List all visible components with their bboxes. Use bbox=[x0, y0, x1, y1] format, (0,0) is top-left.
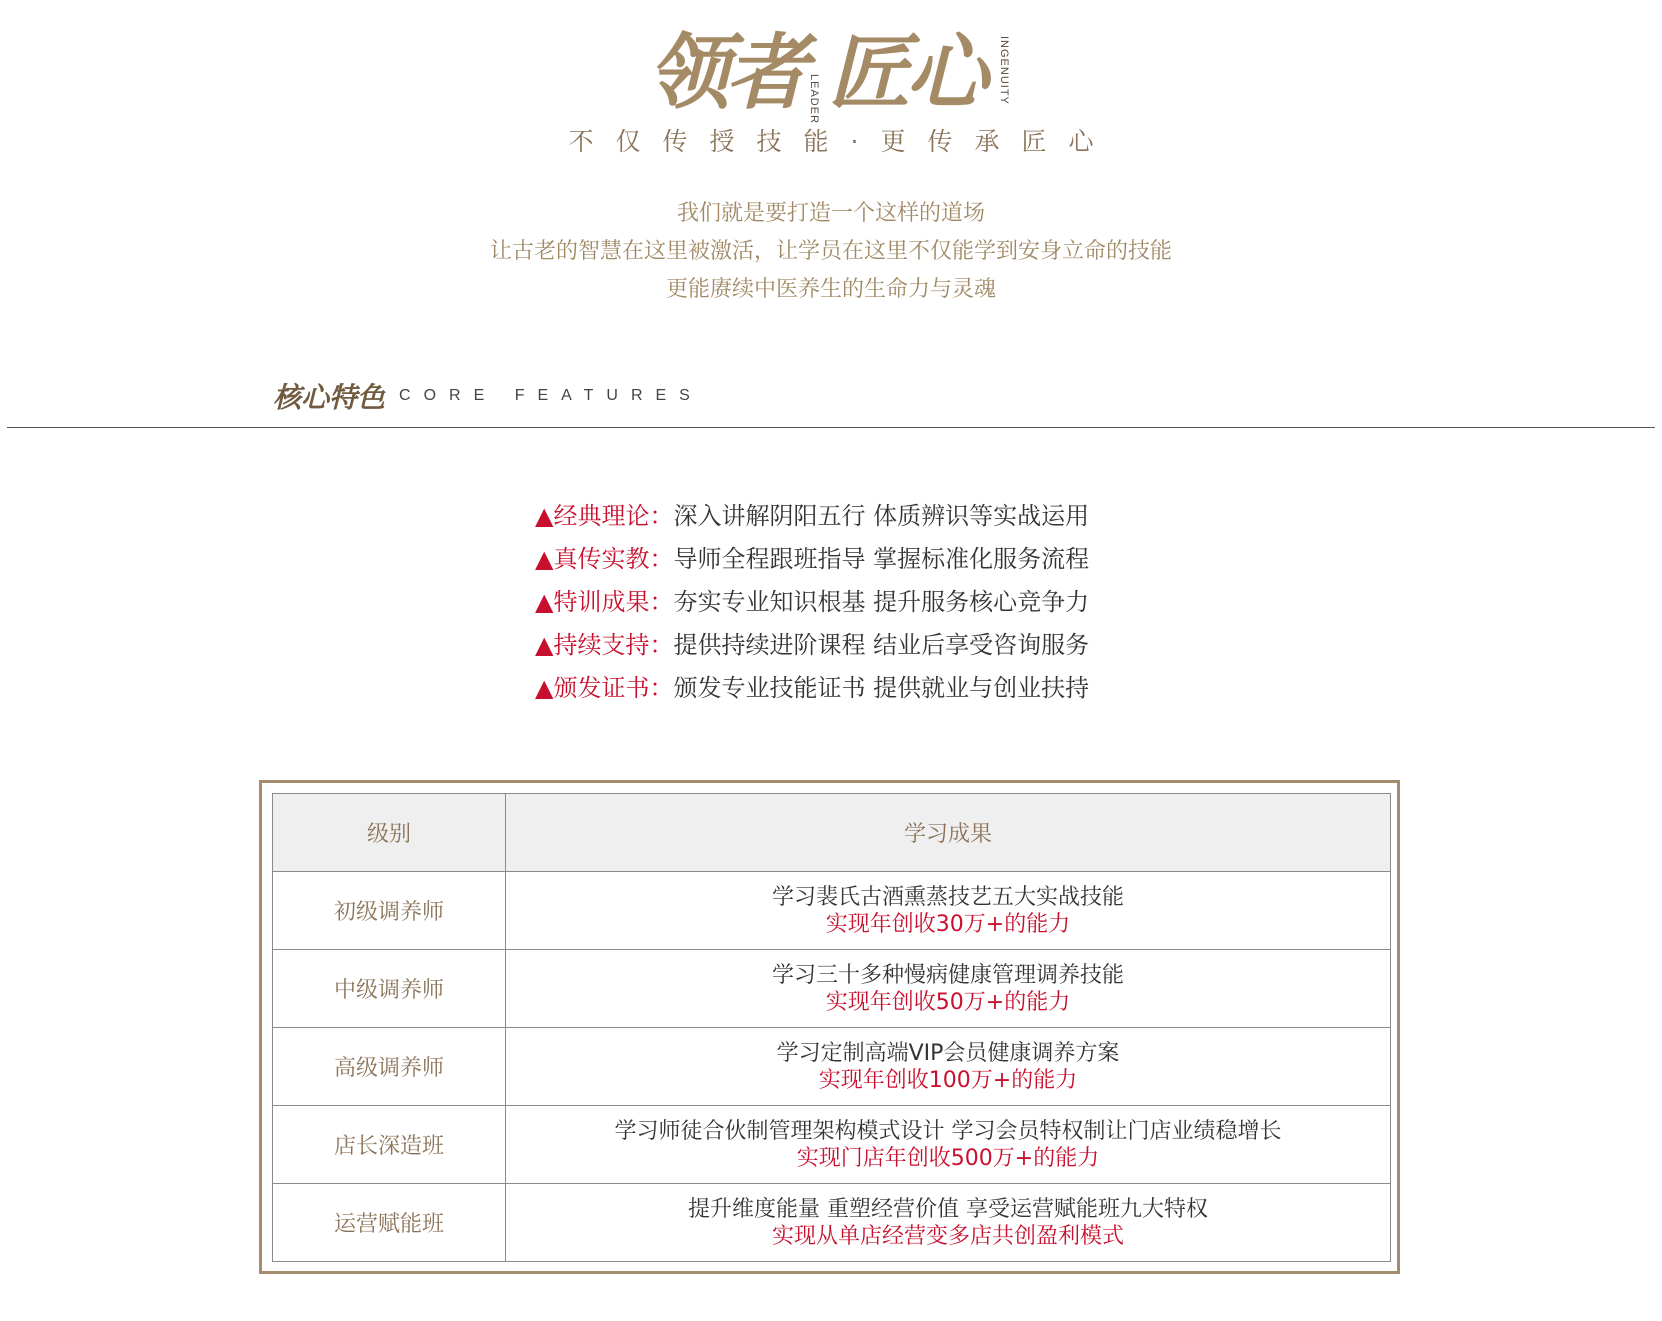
feature-desc: 提供持续进阶课程 结业后享受咨询服务 bbox=[673, 631, 1090, 659]
result-income: 实现从单店经营变多店共创盈利模式 bbox=[771, 1223, 1124, 1249]
feature-tag: ▲经典理论： bbox=[535, 502, 674, 530]
table-row bbox=[273, 872, 1391, 950]
result-cell bbox=[506, 1106, 1391, 1184]
levels-table bbox=[272, 793, 1391, 1262]
level-cell: 运营赋能班 bbox=[273, 1184, 506, 1262]
header-level: 级别 bbox=[273, 794, 506, 872]
level-cell: 中级调养师 bbox=[273, 950, 506, 1028]
logo-label-ingenuity: INGENUITY bbox=[998, 36, 1010, 105]
feature-tag: ▲特训成果： bbox=[535, 588, 674, 616]
feature-desc: 夯实专业知识根基 提升服务核心竞争力 bbox=[673, 588, 1090, 616]
level-cell: 高级调养师 bbox=[273, 1028, 506, 1106]
feature-item bbox=[535, 581, 1235, 624]
brand-logo bbox=[648, 26, 1018, 126]
logo-text-ingenuity: 匠心 bbox=[828, 25, 984, 121]
feature-desc: 导师全程跟班指导 掌握标准化服务流程 bbox=[673, 545, 1090, 573]
table-header-row bbox=[273, 794, 1391, 872]
result-description: 学习定制高端VIP会员健康调养方案 bbox=[776, 1040, 1120, 1066]
intro-line: 我们就是要打造一个这样的道场 bbox=[676, 201, 985, 226]
feature-desc: 颁发专业技能证书 提供就业与创业扶持 bbox=[673, 674, 1090, 702]
feature-tag: ▲颁发证书： bbox=[535, 674, 674, 702]
feature-item bbox=[535, 624, 1235, 667]
result-cell bbox=[506, 950, 1391, 1028]
result-description: 学习师徒合伙制管理架构模式设计 学习会员特权制让门店业绩稳增长 bbox=[614, 1118, 1282, 1144]
divider bbox=[7, 427, 1655, 428]
feature-item bbox=[535, 667, 1235, 710]
level-cell: 初级调养师 bbox=[273, 872, 506, 950]
result-cell bbox=[506, 1184, 1391, 1262]
result-income: 实现年创收50万+的能力 bbox=[825, 989, 1071, 1015]
intro-line: 让古老的智慧在这里被激活，让学员在这里不仅能学到安身立命的技能 bbox=[489, 239, 1172, 264]
header-result: 学习成果 bbox=[506, 794, 1391, 872]
table-row bbox=[273, 1184, 1391, 1262]
feature-item bbox=[535, 495, 1235, 538]
result-cell bbox=[506, 1028, 1391, 1106]
feature-desc: 深入讲解阴阳五行 体质辨识等实战运用 bbox=[673, 502, 1090, 530]
logo-label-leader: LEADER bbox=[808, 74, 820, 125]
slogan: 不仅传授技能·更传承匠心 bbox=[568, 127, 1116, 156]
level-cell: 店长深造班 bbox=[273, 1106, 506, 1184]
section-title bbox=[273, 376, 703, 416]
table-row bbox=[273, 1028, 1391, 1106]
result-description: 学习裴氏古酒熏蒸技艺五大实战技能 bbox=[771, 884, 1124, 910]
result-cell bbox=[506, 872, 1391, 950]
feature-tag: ▲真传实教： bbox=[535, 545, 674, 573]
result-income: 实现门店年创收500万+的能力 bbox=[796, 1145, 1100, 1171]
feature-tag: ▲持续支持： bbox=[535, 631, 674, 659]
result-description: 提升维度能量 重塑经营价值 享受运营赋能班九大特权 bbox=[688, 1196, 1208, 1222]
result-description: 学习三十多种慢病健康管理调养技能 bbox=[771, 962, 1124, 988]
result-income: 实现年创收100万+的能力 bbox=[818, 1067, 1078, 1093]
logo-text-leader: 领者 bbox=[648, 25, 804, 121]
table-row bbox=[273, 1106, 1391, 1184]
features-list bbox=[535, 495, 1235, 710]
result-income: 实现年创收30万+的能力 bbox=[825, 911, 1071, 937]
section-title-en: CORE FEATURES bbox=[399, 387, 703, 404]
intro-line: 更能赓续中医养生的生命力与灵魂 bbox=[665, 277, 996, 302]
intro-text bbox=[0, 195, 1662, 309]
table-row bbox=[273, 950, 1391, 1028]
feature-item bbox=[535, 538, 1235, 581]
section-title-cn: 核心特色 bbox=[273, 381, 386, 414]
